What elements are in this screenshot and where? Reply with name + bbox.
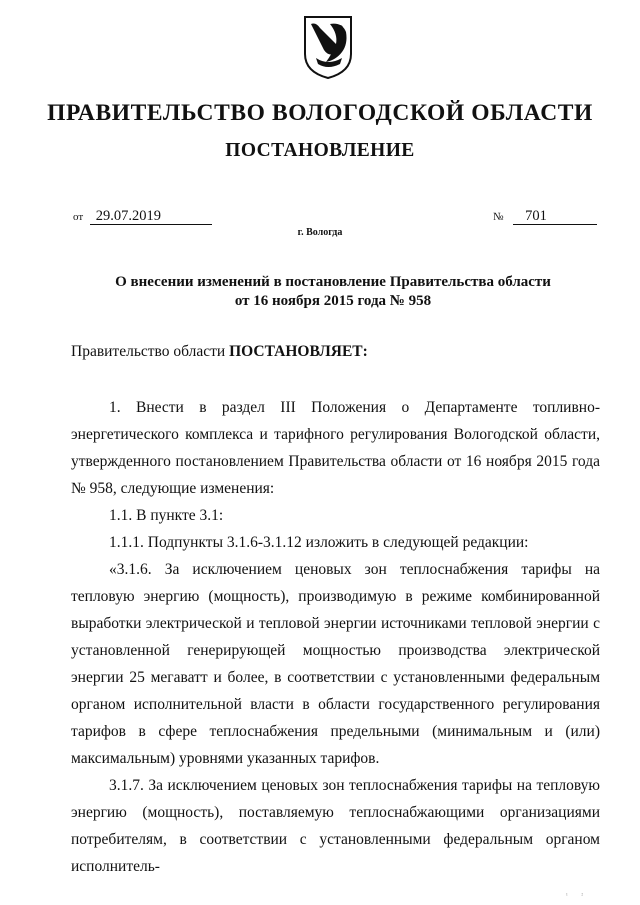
coat-of-arms-emblem: [302, 14, 354, 80]
page-mark: ¹ ²: [566, 893, 590, 899]
paragraph-4: «3.1.6. За исключением ценовых зон теплоснабжения тарифы на тепловую энергию (мощность), производимую в режиме комбинированной выработки электрической и тепловой энергии источниками тепловой энергии с установленной генерирующей мощностью производства электрической энергии 25 мегаватт и более, в соответствии с установленными федеральным органом исполнительной власти в области государственного регулирования тарифов в сфере теплоснабжения предельными (минимальным и (или) максимальным) уровнями указанных тарифов.: [71, 561, 600, 767]
number-label: №: [493, 211, 504, 223]
preamble-prefix: Правительство области: [71, 343, 230, 360]
preamble-emphasis: ПОСТАНОВЛЯЕТ:: [229, 343, 368, 360]
document-title: [0, 273, 640, 311]
organization-name: ПРАВИТЕЛЬСТВО ВОЛОГОДСКОЙ ОБЛАСТИ: [47, 100, 593, 126]
date-label: от: [73, 211, 84, 223]
date-field: [73, 208, 212, 225]
title-line-1: О внесении изменений в постановление Правительства области: [115, 274, 551, 290]
date-value: 29.07.2019: [90, 208, 212, 225]
number-field: [493, 208, 597, 225]
paragraph-5: 3.1.7. За исключением ценовых зон теплоснабжения тарифы на тепловую энергию (мощность), поставляемую теплоснабжающими организациями потребителям, в соответствии с установленными федеральным органом исполнитель-: [71, 777, 600, 875]
document-body: [71, 394, 600, 880]
number-value: 701: [513, 208, 597, 225]
preamble: [71, 343, 368, 361]
document-type: ПОСТАНОВЛЕНИЕ: [225, 140, 415, 161]
title-line-2: от 16 ноября 2015 года № 958: [234, 293, 432, 309]
city-label: г. Вологда: [297, 227, 343, 238]
paragraph-1: 1. Внести в раздел III Положения о Департаменте топливно-энергетического комплекса и тарифного регулирования Вологодской области, утвержденного постановлением Правительства области от 16 ноября 2015 года № 958, следующие изменения:: [71, 399, 600, 497]
paragraph-2: 1.1. В пункте 3.1:: [109, 507, 224, 524]
paragraph-3: 1.1.1. Подпункты 3.1.6-3.1.12 изложить в следующей редакции:: [109, 534, 529, 551]
